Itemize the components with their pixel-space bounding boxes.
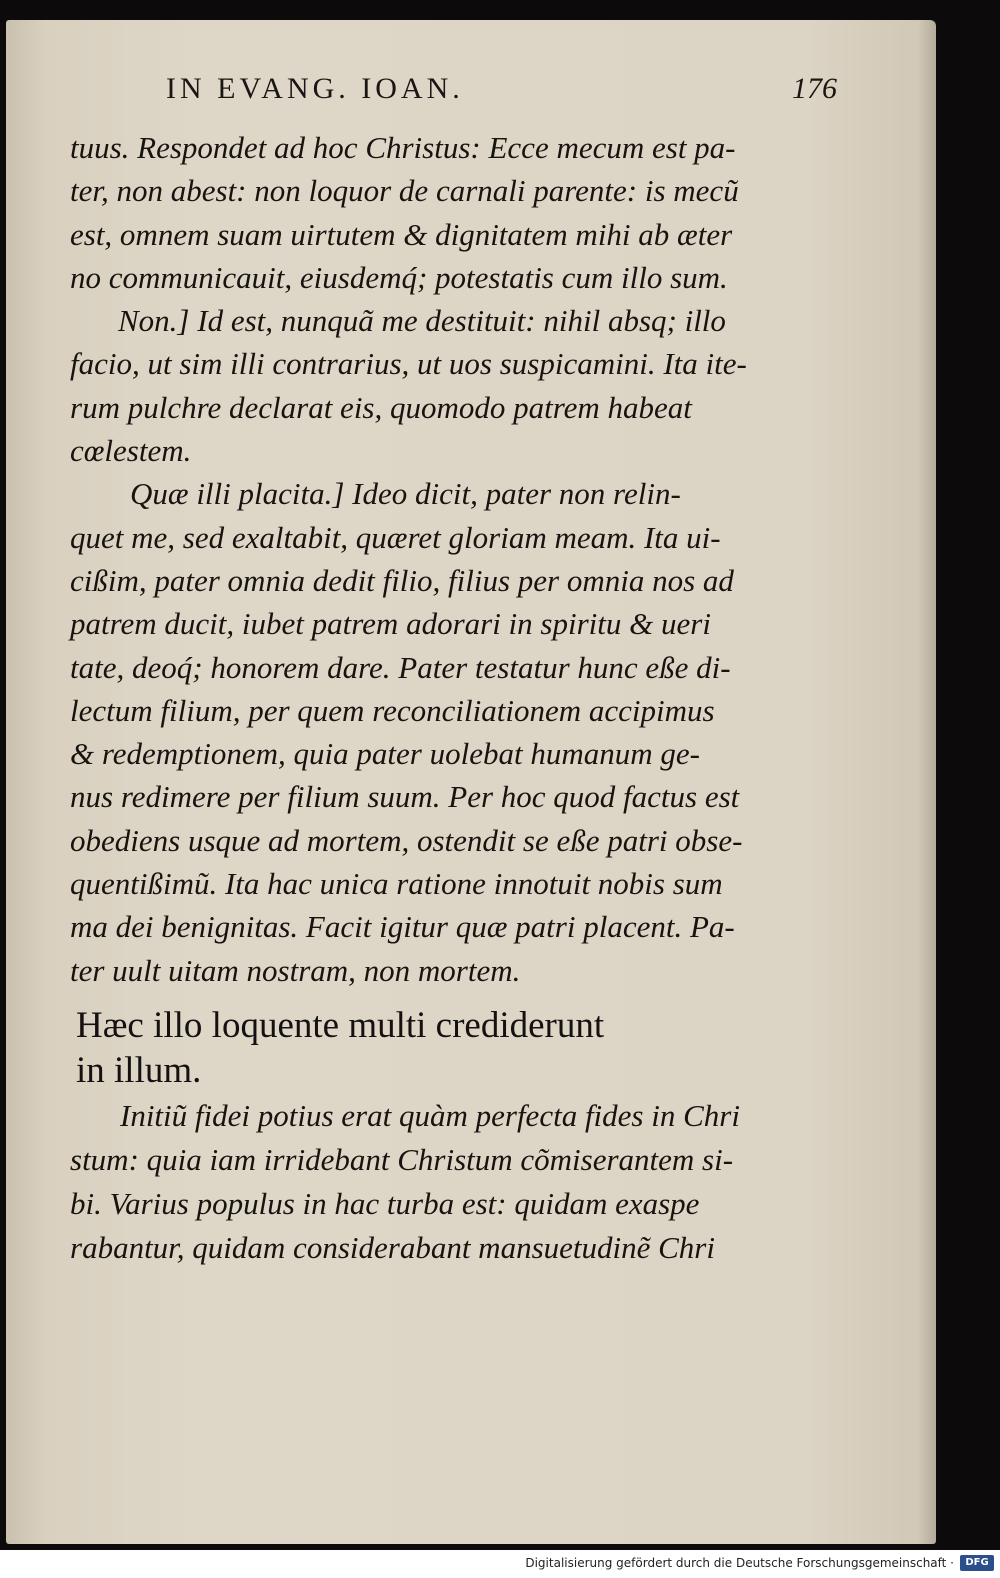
text-line: tate, deoq́; honorem dare. Pater testatur hunc eße di- bbox=[70, 649, 731, 685]
text-line: Initiũ fidei potius erat quàm perfecta fides in Chri bbox=[120, 1098, 740, 1133]
text-line: nus redimere per filium suum. Per hoc quod factus est bbox=[70, 779, 740, 815]
running-head: IN EVANG. IOAN. bbox=[166, 72, 464, 105]
text-line: Quæ illi placita.] Ideo dicit, pater non relin- bbox=[130, 476, 681, 512]
page-edge-shadow bbox=[918, 20, 936, 1544]
text-line: cœlestem. bbox=[70, 433, 192, 469]
text-line: tuus. Respondet ad hoc Christus: Ecce mecum est pa- bbox=[70, 130, 736, 165]
text-line: quentißimũ. Ita hac unica ratione innotuit nobis sum bbox=[70, 866, 723, 902]
text-line: & redemptionem, quia pater uolebat humanum ge- bbox=[70, 736, 700, 772]
dfg-logo: DFG bbox=[960, 1555, 994, 1571]
text-line: patrem ducit, iubet patrem adorari in spiritu & ueri bbox=[70, 606, 711, 642]
text-line: bi. Varius populus in hac turba est: quidam exaspe bbox=[70, 1186, 700, 1221]
lemma-line: in illum. bbox=[76, 1050, 202, 1091]
text-line: ma dei benignitas. Facit igitur quæ patri placent. Pa- bbox=[70, 909, 735, 945]
text-line: rum pulchre declarat eis, quomodo patrem habeat bbox=[70, 389, 692, 425]
text-line: Non.] Id est, nunquã me destituit: nihil absq; illo bbox=[118, 303, 726, 339]
lemma-line: Hæc illo loquente multi crediderunt bbox=[76, 1005, 605, 1046]
text-line: ter uult uitam nostram, non mortem. bbox=[70, 952, 521, 988]
text-line: no communicauit, eiusdemq́; potestatis cum illo sum. bbox=[70, 259, 728, 295]
text-line: stum: quia iam irridebant Christum cõmiserantem si- bbox=[70, 1142, 734, 1177]
text-line: facio, ut sim illi contrarius, ut uos suspicamini. Ita ite- bbox=[70, 346, 747, 382]
commentary-text-block bbox=[70, 1094, 740, 1270]
text-line: rabantur, quidam considerabant mansuetudinẽ Chri bbox=[70, 1230, 715, 1265]
page-number: 176 bbox=[792, 72, 837, 105]
footer-credit: Digitalisierung gefördert durch die Deutsche Forschungsgemeinschaft · bbox=[525, 1556, 954, 1570]
scripture-lemma bbox=[76, 1003, 736, 1093]
text-line: quet me, sed exaltabit, quæret gloriam meam. Ita ui- bbox=[70, 519, 721, 555]
text-line: lectum filium, per quem reconciliationem accipimus bbox=[70, 692, 715, 728]
text-line: obediens usque ad mortem, ostendit se eße patri obse- bbox=[70, 822, 743, 858]
main-text-block bbox=[70, 126, 747, 992]
text-line: cißim, pater omnia dedit filio, filius per omnia nos ad bbox=[70, 562, 734, 598]
text-line: ter, non abest: non loquor de carnali parente: is mecũ bbox=[70, 173, 739, 209]
text-line: est, omnem suam uirtutem & dignitatem mihi ab æter bbox=[70, 216, 733, 252]
digitization-footer bbox=[0, 1550, 1000, 1578]
